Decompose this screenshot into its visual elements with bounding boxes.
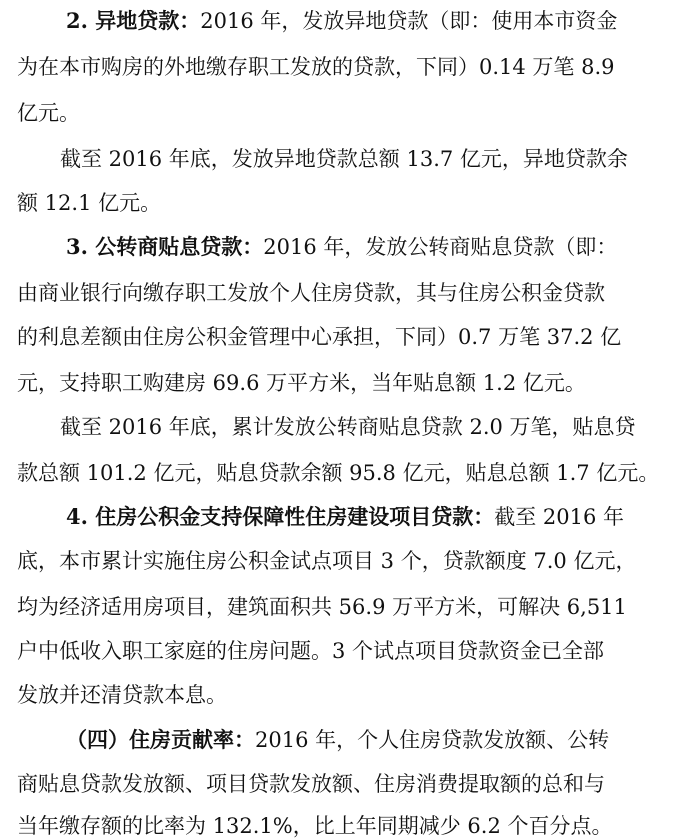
paragraph-text: 商贴息贷款发放额、项目贷款发放额、住房消费提取额的总和与	[17, 772, 605, 796]
paragraph-line	[17, 593, 627, 621]
paragraph-text: 截至 2016 年	[494, 505, 625, 529]
paragraph-line	[17, 323, 621, 351]
paragraph-text: 2016 年，发放异地贷款（即：使用本市资金	[200, 9, 618, 33]
paragraph-line	[66, 233, 617, 261]
paragraph-text: 截至 2016 年底，累计发放公转商贴息贷款 2.0 万笔，贴息贷	[60, 415, 636, 439]
paragraph-text: 均为经济适用房项目，建筑面积共 56.9 万平方米，可解决 6,511	[17, 595, 627, 619]
paragraph-text: 额 12.1 亿元。	[17, 191, 162, 215]
paragraph-text: 底，本市累计实施住房公积金试点项目 3 个，贷款额度 7.0 亿元，	[17, 549, 637, 573]
paragraph-text: 发放并还清贷款本息。	[17, 683, 227, 707]
paragraph-text: 的利息差额由住房公积金管理中心承担，下同）0.7 万笔 37.2 亿	[17, 325, 622, 349]
paragraph-text: 截至 2016 年底，发放异地贷款总额 13.7 亿元，异地贷款余	[60, 147, 628, 171]
paragraph-line	[17, 189, 161, 217]
paragraph-line	[17, 681, 227, 709]
paragraph-text: 款总额 101.2 亿元，贴息贷款余额 95.8 亿元，贴息总额 1.7 亿元。	[17, 461, 660, 485]
paragraph-text: 亿元。	[17, 101, 80, 125]
paragraph-line	[60, 413, 636, 441]
paragraph-text: 2016 年，发放公转商贴息贷款（即：	[263, 235, 618, 259]
paragraph-line	[17, 279, 605, 307]
paragraph-line	[17, 459, 659, 487]
paragraph-line	[17, 812, 613, 840]
paragraph-text: 为在本市购房的外地缴存职工发放的贷款，下同）0.14 万笔 8.9	[17, 55, 615, 79]
paragraph-line	[60, 145, 628, 173]
paragraph-line	[17, 547, 636, 575]
paragraph-line	[17, 53, 615, 81]
paragraph-heading: 4. 住房公积金支持保障性住房建设项目贷款：	[66, 504, 495, 529]
paragraph-line	[17, 637, 604, 665]
paragraph-line	[17, 99, 80, 127]
paragraph-text: 元，支持职工购建房 69.6 万平方米，当年贴息额 1.2 亿元。	[17, 371, 586, 395]
paragraph-line	[66, 7, 617, 35]
paragraph-text: 当年缴存额的比率为 132.1%，比上年同期减少 6.2 个百分点。	[17, 814, 613, 838]
paragraph-heading: 2. 异地贷款：	[66, 8, 201, 33]
paragraph-text: 由商业银行向缴存职工发放个人住房贷款，其与住房公积金贷款	[17, 281, 605, 305]
paragraph-line	[66, 503, 624, 531]
paragraph-text: 户中低收入职工家庭的住房问题。3 个试点项目贷款资金已全部	[17, 639, 605, 663]
paragraph-line	[17, 369, 586, 397]
paragraph-heading: 3. 公转商贴息贷款：	[66, 234, 264, 259]
section-heading: （四）住房贡献率：	[66, 727, 255, 752]
paragraph-text: 2016 年，个人住房贷款发放额、公转	[255, 728, 610, 752]
paragraph-line	[66, 726, 609, 754]
paragraph-line	[17, 770, 605, 798]
